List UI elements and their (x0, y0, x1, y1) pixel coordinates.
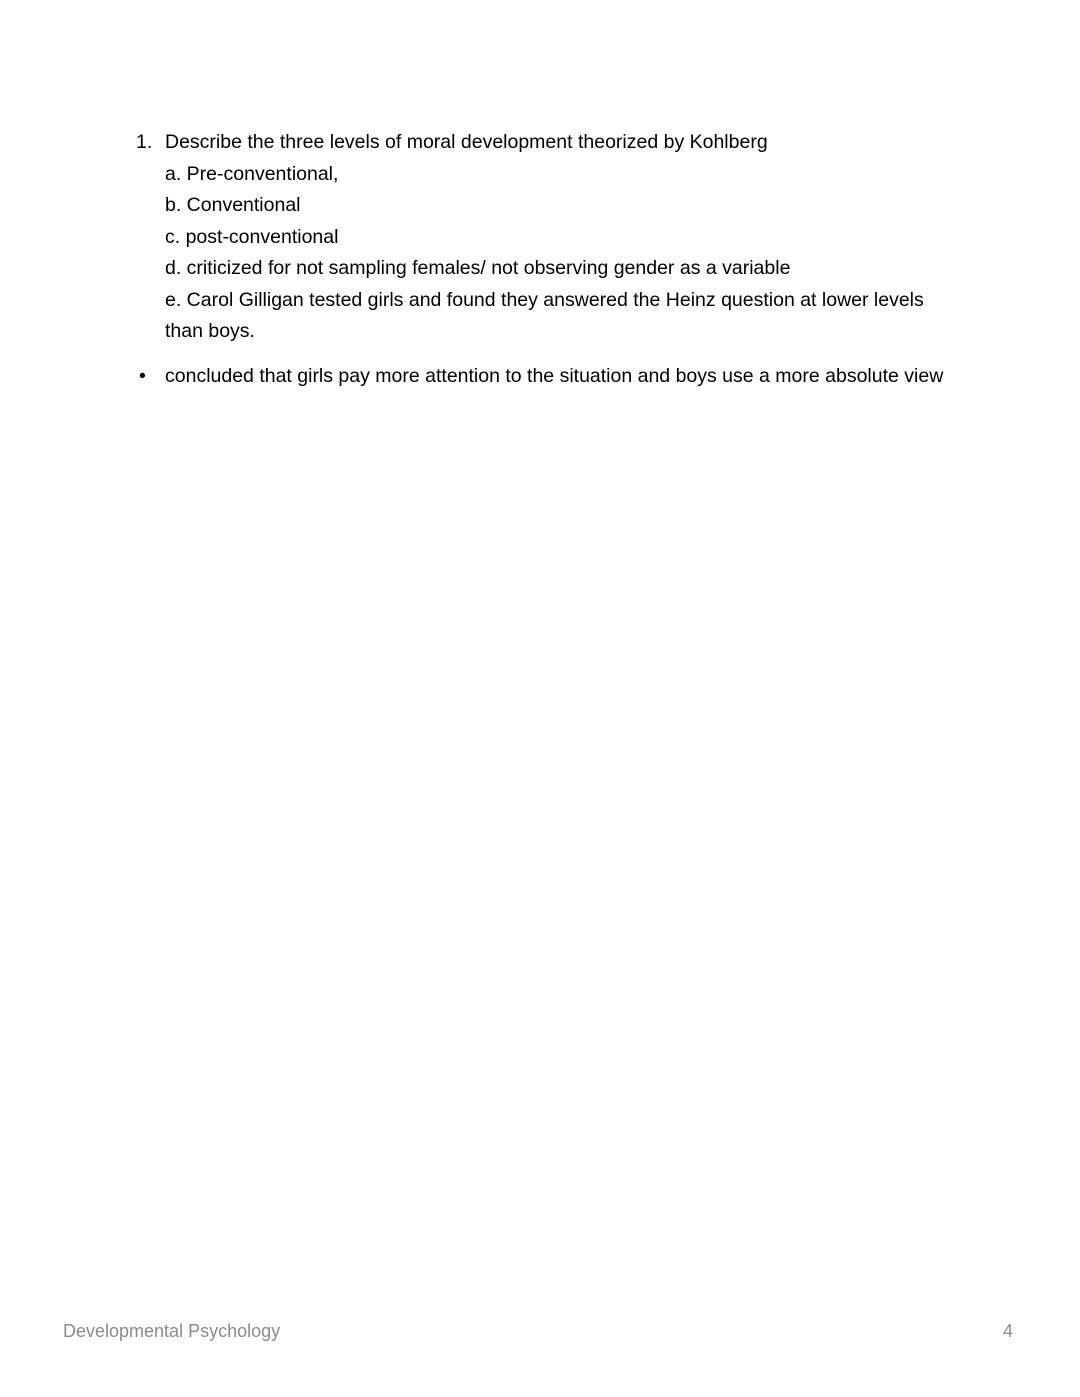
numbered-item-body (165, 127, 945, 348)
bullet-list-item (136, 361, 948, 393)
footer-page-number: 4 (1002, 1321, 1013, 1341)
sub-line-d: d. criticized for not sampling females/ not observing gender as a variable (165, 257, 791, 279)
sub-line-a: a. Pre-conventional, (165, 162, 339, 185)
footer-document-title: Developmental Psychology (63, 1321, 281, 1341)
sub-line-c: c. post-conventional (165, 225, 339, 248)
sub-line-b: b. Conventional (165, 194, 301, 216)
bullet-marker: • (139, 364, 146, 387)
list-number: 1. (136, 131, 153, 153)
bullet-item-text: concluded that girls pay more attention to the situation and boys use a more absolute view (165, 364, 944, 387)
sub-line-e: e. Carol Gilligan tested girls and found they answered the Heinz question at lower levels than boys. (165, 288, 924, 342)
numbered-list-item (136, 127, 948, 348)
document-body (136, 127, 948, 392)
list-item-title: Describe the three levels of moral development theorized by Kohlberg (165, 131, 768, 153)
